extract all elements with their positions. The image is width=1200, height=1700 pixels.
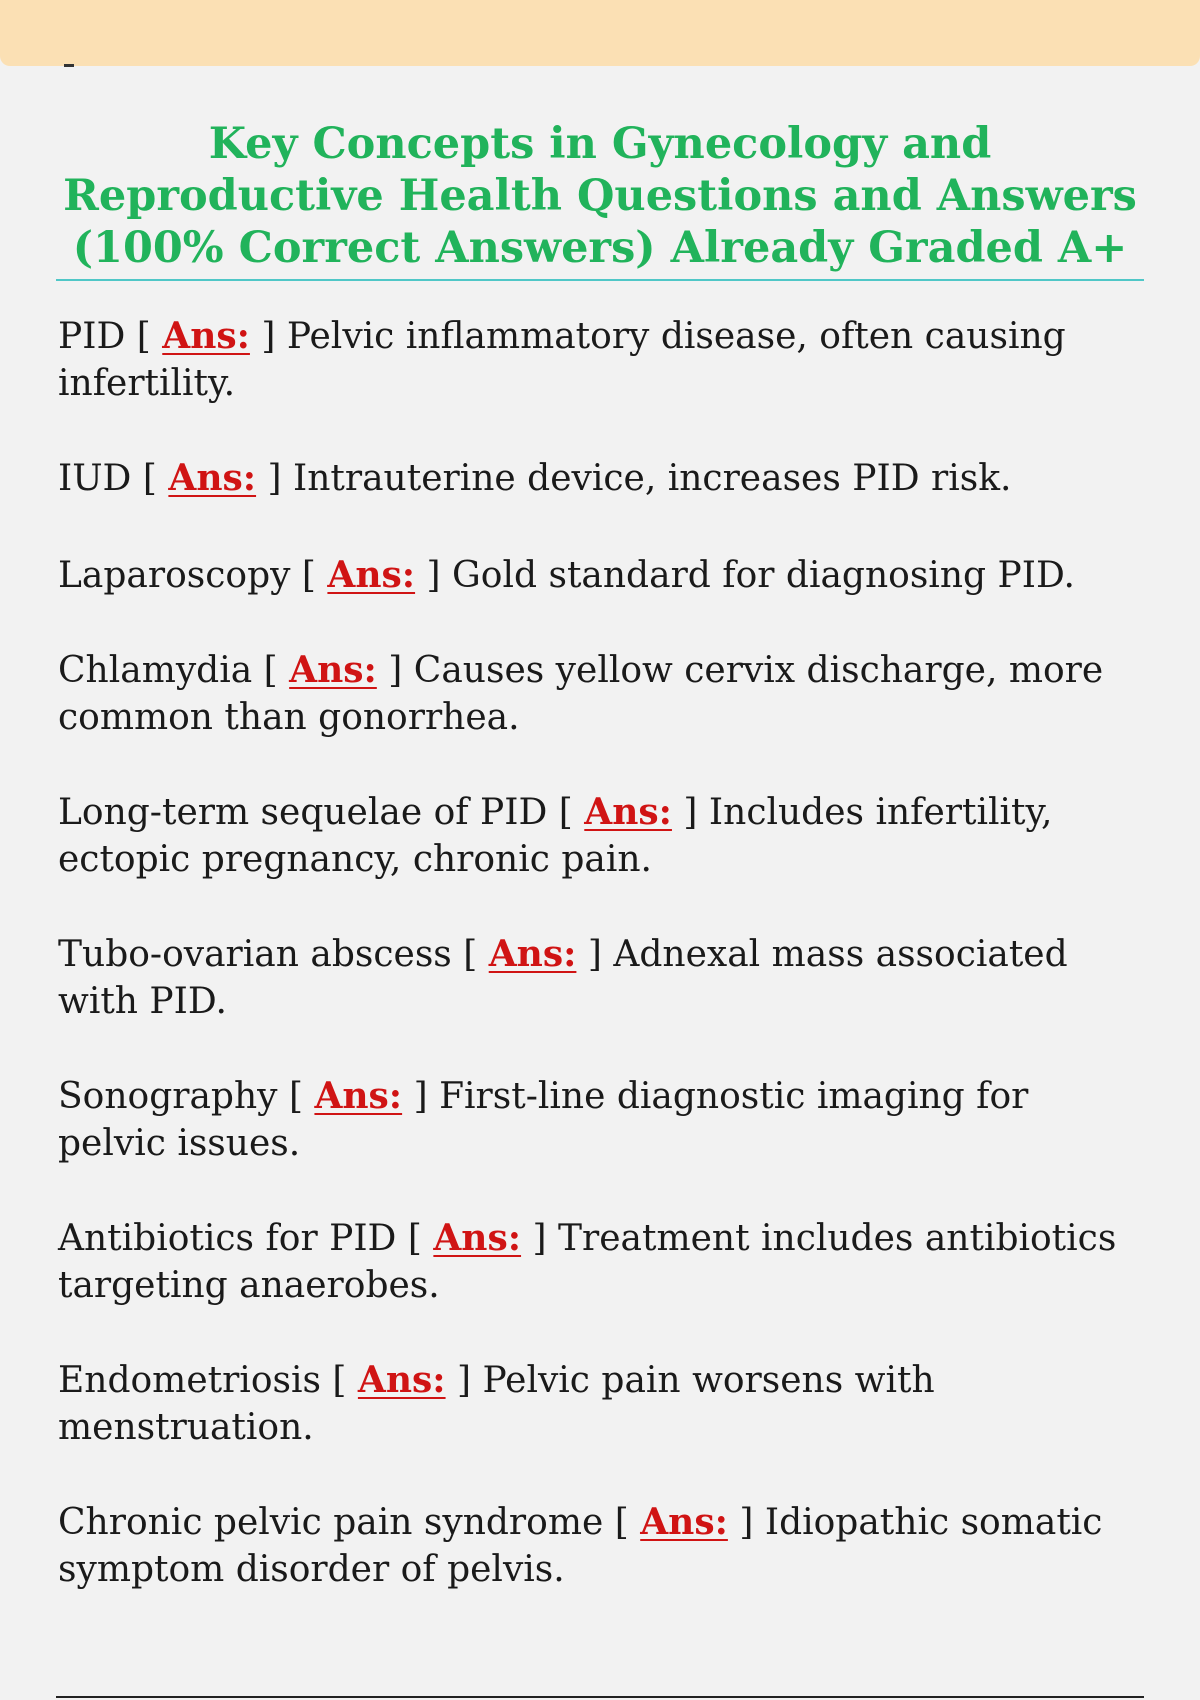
- qa-term: IUD: [58, 458, 132, 499]
- bracket-open: [: [332, 1360, 347, 1401]
- qa-answer: Gold standard for diagnosing PID.: [452, 555, 1075, 596]
- qa-item: [58, 1357, 1138, 1451]
- qa-item: [58, 647, 1138, 741]
- answer-label: Ans:: [433, 1217, 522, 1259]
- bracket-open: [: [463, 934, 478, 975]
- top-banner: [0, 0, 1200, 66]
- qa-item: [58, 552, 1138, 599]
- bracket-open: [: [614, 1502, 629, 1543]
- qa-answer: Treatment includes antibiotics targeting anaerobes.: [58, 1218, 1117, 1306]
- qa-item: [58, 313, 1138, 407]
- bracket-close: ]: [267, 458, 282, 499]
- document-title: Key Concepts in Gynecology and Reproductive Health Questions and Answers (100% Correct Answers) Already Graded A+: [63, 119, 1137, 273]
- qa-term: Chlamydia: [58, 650, 253, 691]
- bracket-open: [: [407, 1218, 422, 1259]
- answer-label: Ans:: [488, 933, 577, 975]
- bracket-open: [: [558, 792, 573, 833]
- answer-label: Ans:: [314, 1075, 403, 1117]
- qa-item: [58, 789, 1138, 883]
- bracket-close: ]: [587, 934, 602, 975]
- qa-item: [58, 455, 1138, 502]
- answer-label: Ans:: [327, 554, 416, 596]
- qa-answer: Includes infertility, ectopic pregnancy, chronic pain.: [58, 792, 1053, 880]
- answer-label: Ans:: [162, 315, 250, 357]
- qa-term: Long-term sequelae of PID: [58, 792, 548, 833]
- qa-term: Laparoscopy: [58, 555, 291, 596]
- bracket-close: ]: [261, 316, 276, 357]
- qa-answer: Idiopathic somatic symptom disorder of pelvis.: [58, 1502, 1103, 1590]
- qa-term: Sonography: [58, 1076, 278, 1117]
- qa-answer: Adnexal mass associated with PID.: [58, 934, 1068, 1022]
- bracket-close: ]: [739, 1502, 754, 1543]
- bracket-close: ]: [532, 1218, 547, 1259]
- answer-label: Ans:: [289, 649, 377, 691]
- qa-list: [58, 313, 1138, 1593]
- title-underline: [56, 279, 1144, 281]
- bottom-divider: [56, 1696, 1144, 1698]
- bracket-open: [: [136, 316, 151, 357]
- qa-answer: First-line diagnostic imaging for pelvic issues.: [58, 1076, 1029, 1164]
- qa-item: [58, 931, 1138, 1025]
- qa-item: [58, 1499, 1138, 1593]
- answer-label: Ans:: [357, 1359, 446, 1401]
- qa-answer: Pelvic inflammatory disease, often causing infertility.: [58, 316, 1066, 404]
- bracket-open: [: [301, 555, 316, 596]
- bracket-close: ]: [683, 792, 698, 833]
- qa-item: [58, 1215, 1138, 1309]
- answer-label: Ans:: [584, 791, 672, 833]
- qa-answer: Intrauterine device, increases PID risk.: [293, 458, 1012, 499]
- bracket-close: ]: [388, 650, 403, 691]
- qa-term: PID: [58, 316, 126, 357]
- stray-mark: [64, 64, 74, 67]
- bracket-close: ]: [426, 555, 441, 596]
- answer-label: Ans:: [640, 1501, 728, 1543]
- qa-term: Antibiotics for PID: [58, 1218, 397, 1259]
- bracket-open: [: [142, 458, 157, 499]
- qa-term: Chronic pelvic pain syndrome: [58, 1502, 604, 1543]
- qa-answer: Pelvic pain worsens with menstruation.: [58, 1360, 935, 1448]
- qa-term: Endometriosis: [58, 1360, 321, 1401]
- qa-term: Tubo-ovarian abscess: [58, 934, 452, 975]
- bracket-close: ]: [457, 1360, 472, 1401]
- answer-label: Ans:: [168, 457, 257, 499]
- bracket-open: [: [263, 650, 278, 691]
- qa-answer: Causes yellow cervix discharge, more common than gonorrhea.: [58, 650, 1104, 738]
- bracket-close: ]: [413, 1076, 428, 1117]
- qa-item: [58, 1073, 1138, 1167]
- bracket-open: [: [288, 1076, 303, 1117]
